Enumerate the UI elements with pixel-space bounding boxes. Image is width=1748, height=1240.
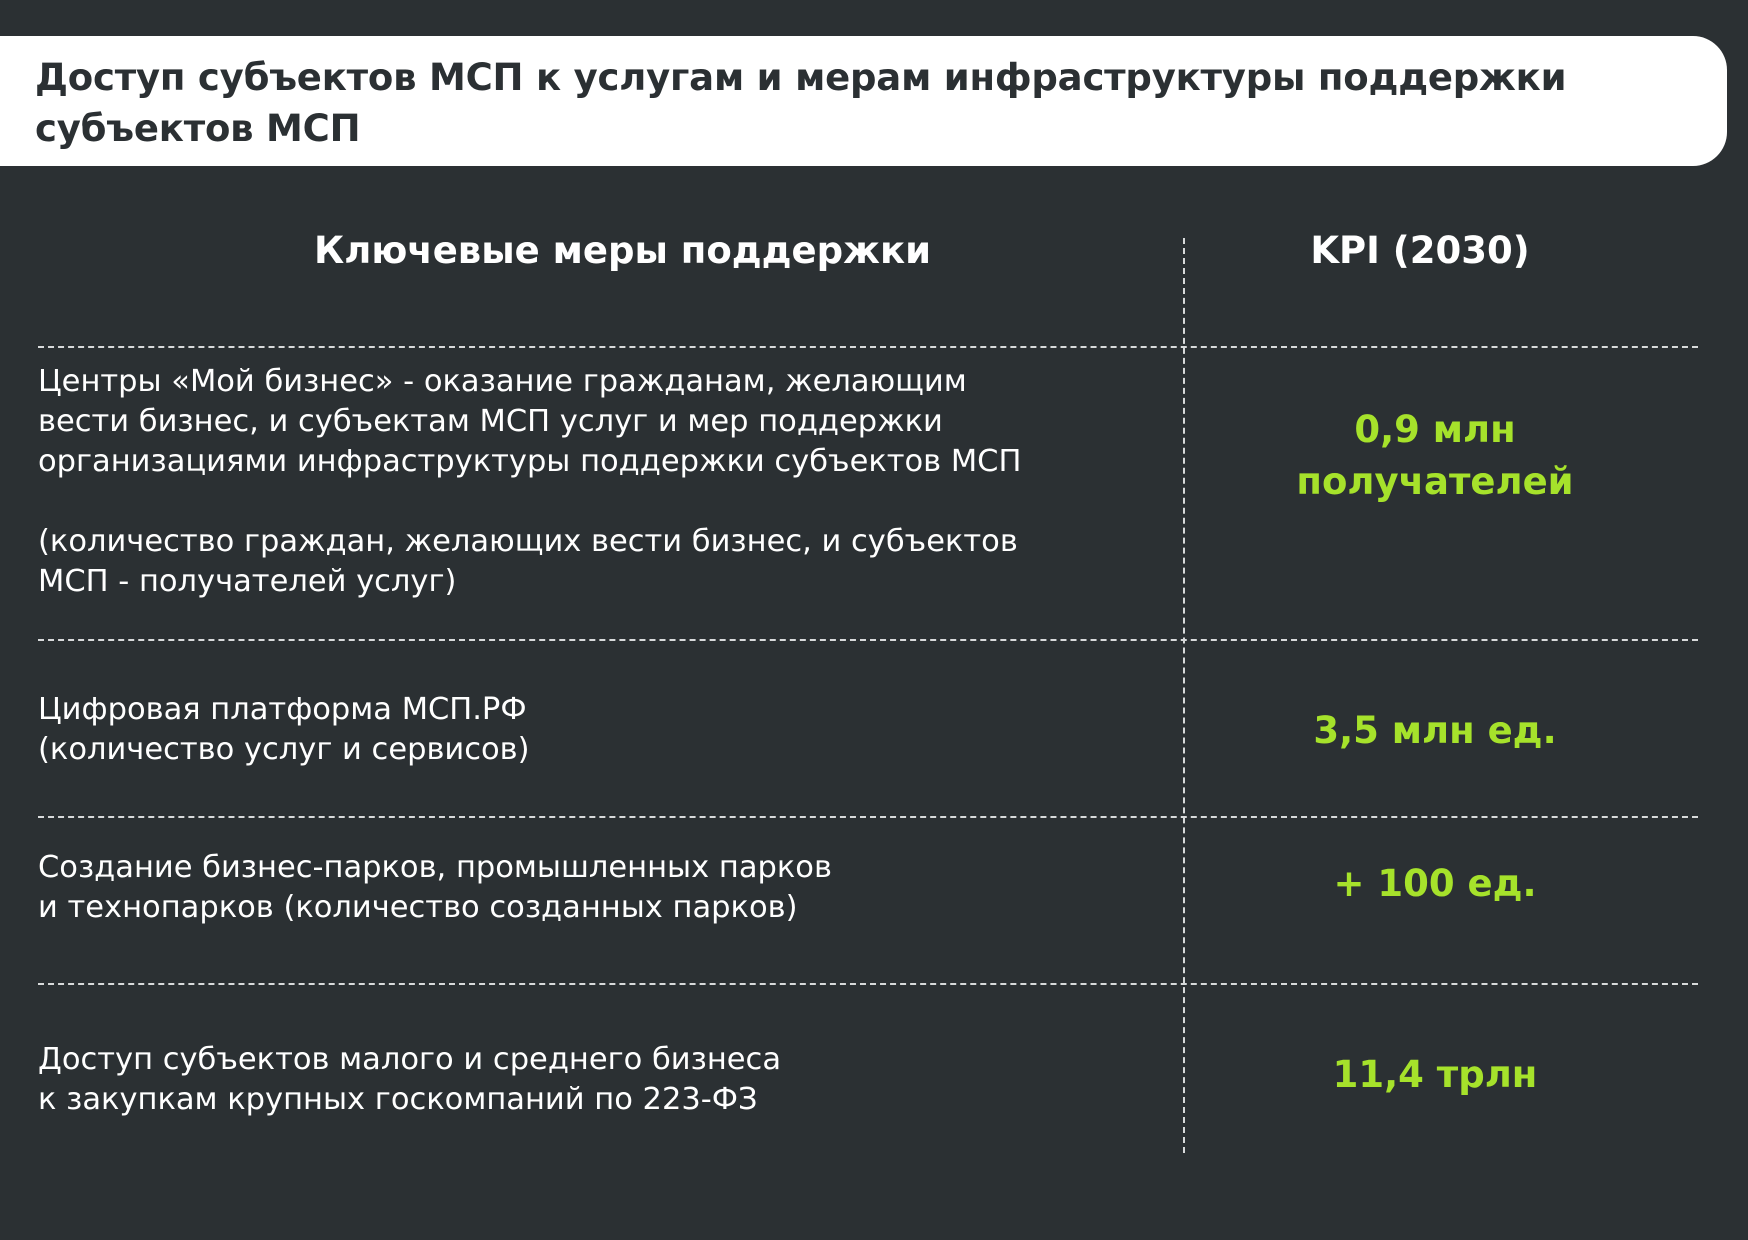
column-divider [1183,238,1185,1153]
measure-text: Доступ субъектов малого и среднего бизнеса к закупкам крупных госкомпаний по 223-ФЗ [38,1042,782,1117]
kpi-value: + 100 ед. [1333,862,1537,905]
page-title: Доступ субъектов МСП к услугам и мерам инфраструктуры поддержки субъектов МСП [35,56,1567,150]
measure-text: Создание бизнес-парков, промышленных парков и технопарков (количество созданных парков) [38,850,832,925]
kpi-value: 0,9 млн получателей [1296,408,1574,503]
row-divider [38,346,1698,348]
kpi-value: 3,5 млн ед. [1313,709,1557,752]
measure-text: Центры «Мой бизнес» - оказание гражданам, желающим вести бизнес, и субъектам МСП услуг и мер поддержки организациями инфраструктуры поддержки субъектов МСП (количество граждан, желающих вести бизнес, и субъектов МСП - получателей услуг) [38,364,1022,599]
measures-column-header: Ключевые меры поддержки [313,229,931,272]
row-divider [38,983,1698,985]
row-divider [38,639,1698,641]
kpi-value: 11,4 трлн [1332,1053,1538,1096]
measure-text: Цифровая платформа МСП.РФ (количество услуг и сервисов) [38,692,530,767]
row-divider [38,816,1698,818]
title-banner [0,36,1727,166]
kpi-column-header: KPI (2030) [1310,229,1530,272]
